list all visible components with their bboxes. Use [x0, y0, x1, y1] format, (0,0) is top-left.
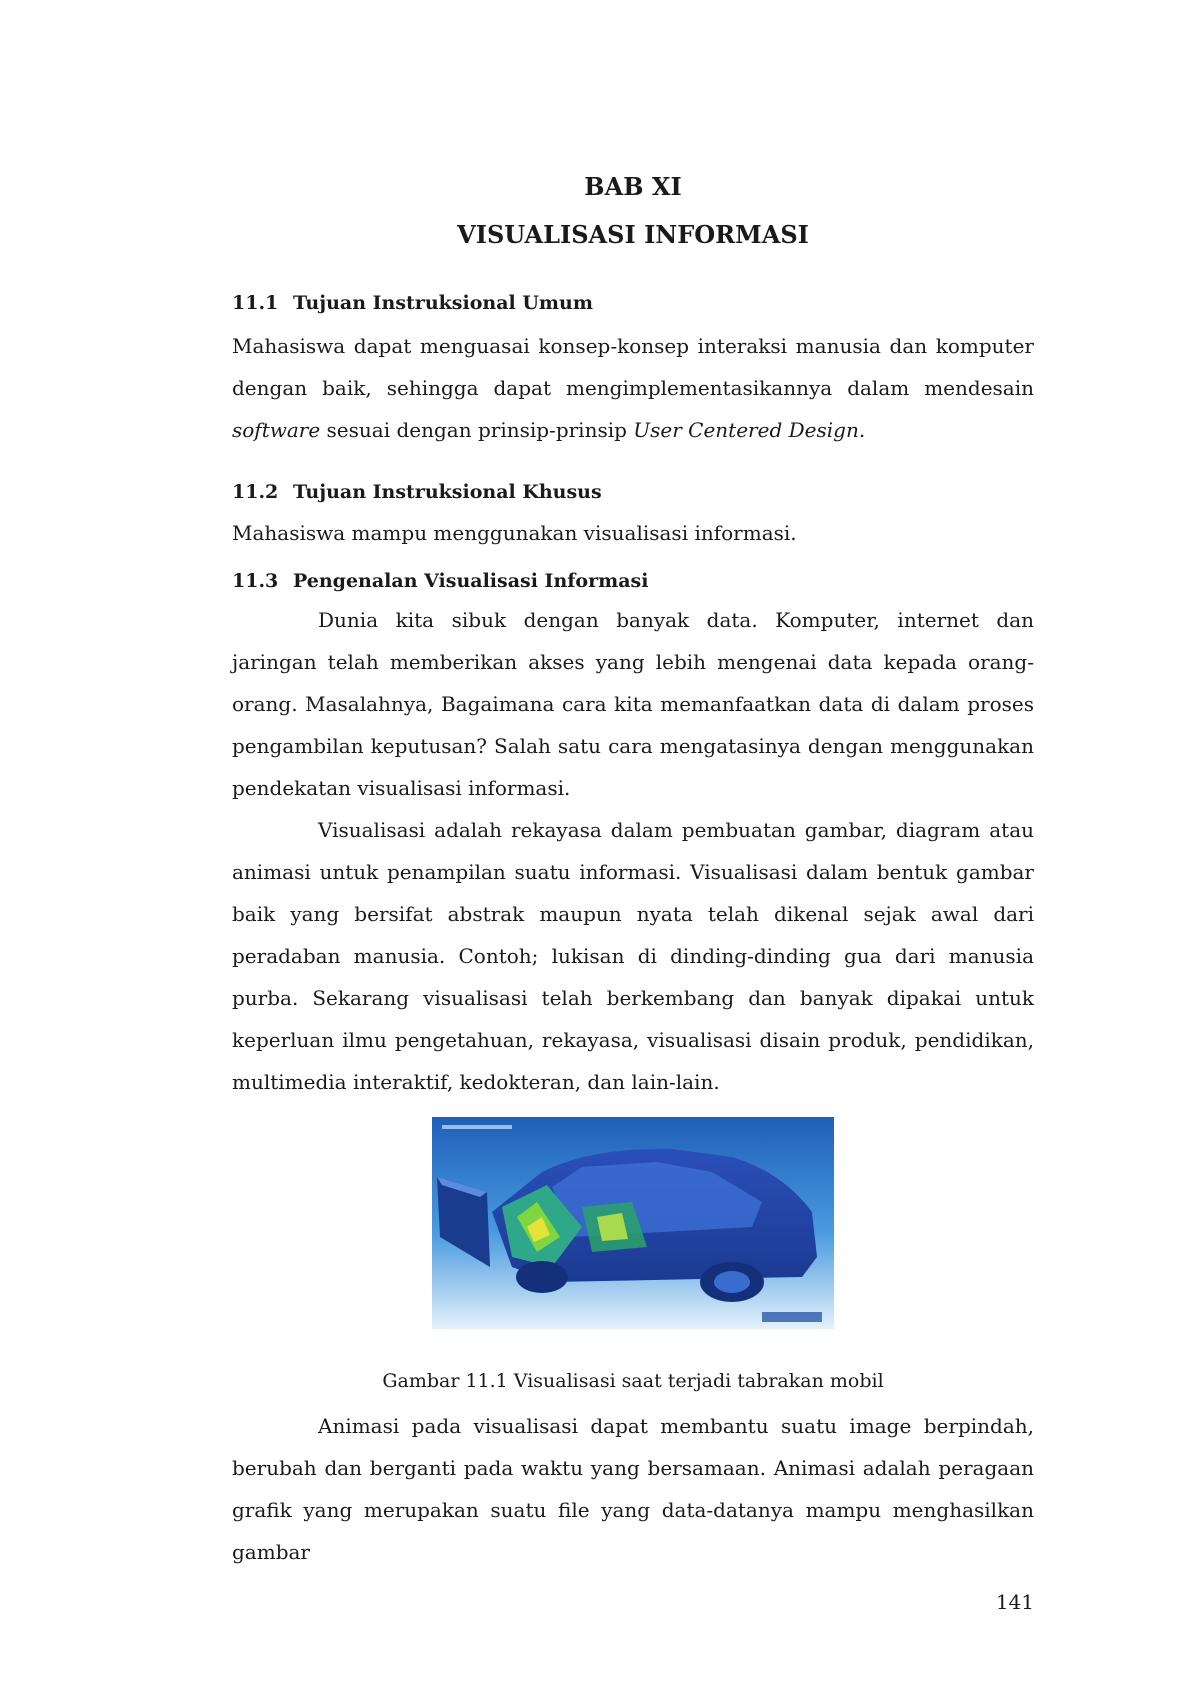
- text-run: Mahasiswa dapat menguasai konsep-konsep interaksi manusia dan komputer dengan baik, sehingga dapat mengimplementasikannya dalam mendesain: [232, 334, 1034, 400]
- section-heading-11-1: [232, 288, 1034, 318]
- page-content: [232, 168, 1034, 1573]
- figure-caption: Gambar 11.1 Visualisasi saat terjadi tabrakan mobil: [382, 1370, 884, 1392]
- text-run: sesuai dengan prinsip-prinsip: [320, 418, 634, 442]
- section-title: Pengenalan Visualisasi Informasi: [293, 570, 649, 592]
- section-number: 11.3: [232, 570, 279, 592]
- paragraph-tujuan-khusus: Mahasiswa mampu menggunakan visualisasi informasi.: [232, 521, 797, 545]
- page-number: 141: [995, 1590, 1034, 1614]
- emphasis-user-centered-design: User Centered Design: [633, 418, 859, 442]
- section-title: Tujuan Instruksional Khusus: [293, 481, 602, 503]
- paragraph-pengenalan-1: Dunia kita sibuk dengan banyak data. Komputer, internet dan jaringan telah memberikan akses yang lebih mengenai data kepada orang-orang. Masalahnya, Bagaimana cara kita memanfaatkan data di dalam proses pengambilan keputusan? Salah satu cara mengatasinya dengan menggunakan pendekatan visualisasi informasi.: [232, 608, 1034, 800]
- section-heading-11-2: [232, 477, 1034, 507]
- emphasis-software: software: [232, 418, 321, 442]
- text-run: .: [858, 418, 866, 442]
- chapter-label: BAB XI: [584, 172, 682, 201]
- paragraph-pengenalan-3: Animasi pada visualisasi dapat membantu suatu image berpindah, berubah dan berganti pada waktu yang bersamaan. Animasi adalah peragaan grafik yang merupakan suatu file yang data-datanya mampu menghasilkan gambar: [232, 1414, 1034, 1564]
- car-crash-simulation-image: [432, 1117, 834, 1329]
- paragraph-tujuan-umum: [232, 325, 1034, 451]
- paragraph-pengenalan-2: Visualisasi adalah rekayasa dalam pembuatan gambar, diagram atau animasi untuk penampilan suatu informasi. Visualisasi dalam bentuk gambar baik yang bersifat abstrak maupun nyata telah dikenal sejak awal dari peradaban manusia. Contoh; lukisan di dinding-dinding gua dari manusia purba. Sekarang visualisasi telah berkembang dan banyak dipakai untuk keperluan ilmu pengetahuan, rekayasa, visualisasi disain produk, pendidikan, multimedia interaktif, kedokteran, dan lain-lain.: [232, 818, 1034, 1094]
- section-heading-11-3: [232, 566, 1034, 596]
- section-title: Tujuan Instruksional Umum: [293, 292, 593, 314]
- section-number: 11.1: [232, 292, 279, 314]
- section-number: 11.2: [232, 481, 279, 503]
- figure-crash-visualization: [232, 1117, 1034, 1333]
- chapter-title: VISUALISASI INFORMASI: [457, 220, 809, 249]
